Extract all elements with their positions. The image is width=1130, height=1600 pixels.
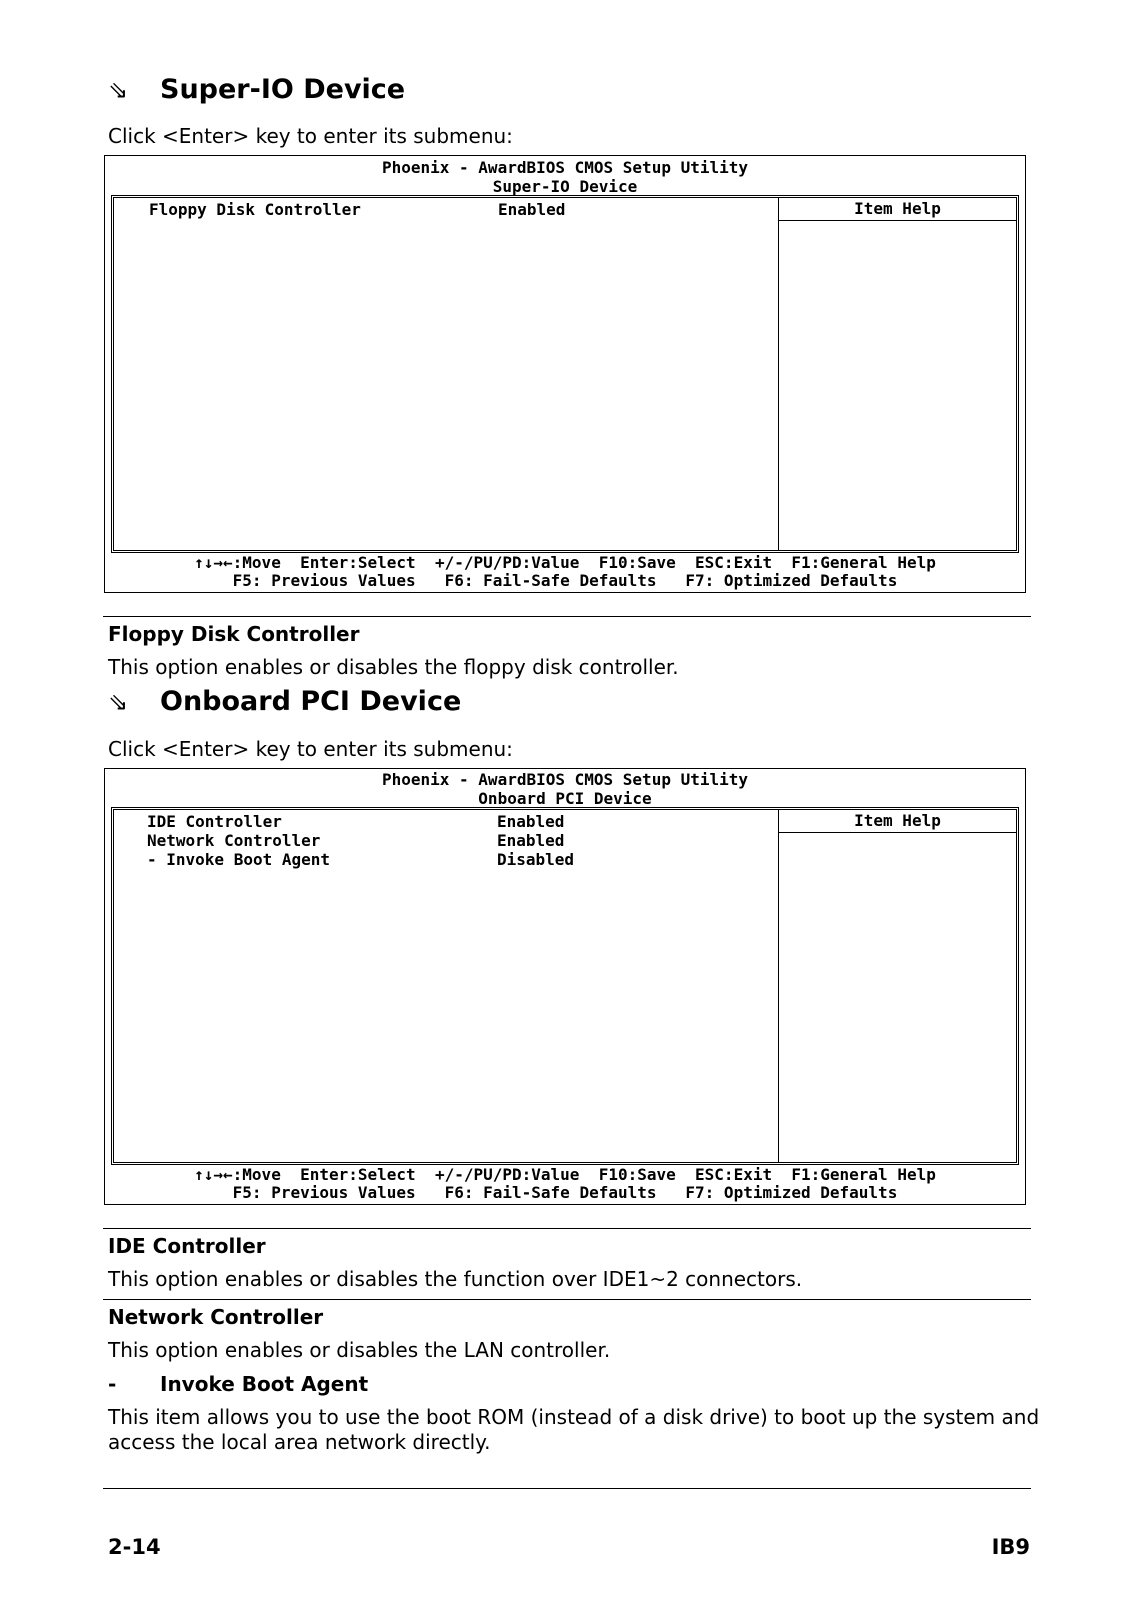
item-description: This item allows you to use the boot ROM (instead of a disk drive) to boot up the system and [108,1405,1040,1429]
footer-divider [103,1488,1031,1489]
item-description: This option enables or disables the function over IDE1~2 connectors. [108,1267,803,1291]
bios-menu-panel [111,195,1019,553]
bios-header: Phoenix - AwardBIOS CMOS Setup Utility [381,770,749,789]
item-help-title: Item Help [779,198,1016,221]
bios-item-label[interactable]: Network Controller [147,831,321,850]
dash-marker: - [108,1372,117,1396]
page-number: 2-14 [108,1535,161,1559]
section-title-text: Super-IO Device [160,74,406,105]
bios-key-legend: ↑↓→←:Move Enter:Select +/-/PU/PD:Value F10:Save ESC:Exit F1:General Help [194,1165,936,1184]
bios-screen-super-io [104,155,1026,593]
item-help-panel [778,198,1016,550]
bios-subheader: Super-IO Device [492,177,638,196]
intro-text: Click <Enter> key to enter its submenu: [108,737,513,761]
section-title-onboard-pci [108,686,461,717]
bios-key-legend-2: F5: Previous Values F6: Fail-Safe Defaults F7: Optimized Defaults [232,571,898,590]
arrow-icon: ⇘ [108,76,129,104]
bios-item-label[interactable]: Floppy Disk Controller [149,200,361,219]
divider [103,1299,1031,1300]
bios-item-label[interactable]: - Invoke Boot Agent [147,850,331,869]
product-model: IB9 [991,1535,1030,1559]
bios-header: Phoenix - AwardBIOS CMOS Setup Utility [381,158,749,177]
item-description: This option enables or disables the floppy disk controller. [108,655,679,679]
item-heading: Network Controller [108,1305,324,1329]
divider [103,616,1031,617]
item-heading [108,1372,368,1396]
section-title-super-io [108,74,405,105]
bios-screen-onboard-pci [104,768,1026,1205]
bios-key-legend: ↑↓→←:Move Enter:Select +/-/PU/PD:Value F10:Save ESC:Exit F1:General Help [194,553,936,572]
divider [103,1228,1031,1229]
bios-subheader: Onboard PCI Device [478,789,652,808]
item-help-title: Item Help [779,810,1016,833]
bios-item-value[interactable]: Enabled [497,812,565,831]
item-heading-text: Invoke Boot Agent [160,1372,369,1396]
bios-item-value[interactable]: Disabled [497,850,575,869]
bios-key-legend-2: F5: Previous Values F6: Fail-Safe Defaults F7: Optimized Defaults [232,1183,898,1202]
item-heading: Floppy Disk Controller [108,622,360,646]
item-description: This option enables or disables the LAN controller. [108,1338,611,1362]
item-help-panel [778,810,1016,1162]
arrow-icon: ⇘ [108,688,129,716]
bios-menu-panel [111,807,1019,1165]
item-heading: IDE Controller [108,1234,266,1258]
intro-text: Click <Enter> key to enter its submenu: [108,124,513,148]
bios-item-value[interactable]: Enabled [498,200,566,219]
bios-item-value[interactable]: Enabled [497,831,565,850]
section-title-text: Onboard PCI Device [160,686,462,717]
item-description-cont: access the local area network directly. [108,1430,491,1454]
bios-item-label[interactable]: IDE Controller [147,812,282,831]
